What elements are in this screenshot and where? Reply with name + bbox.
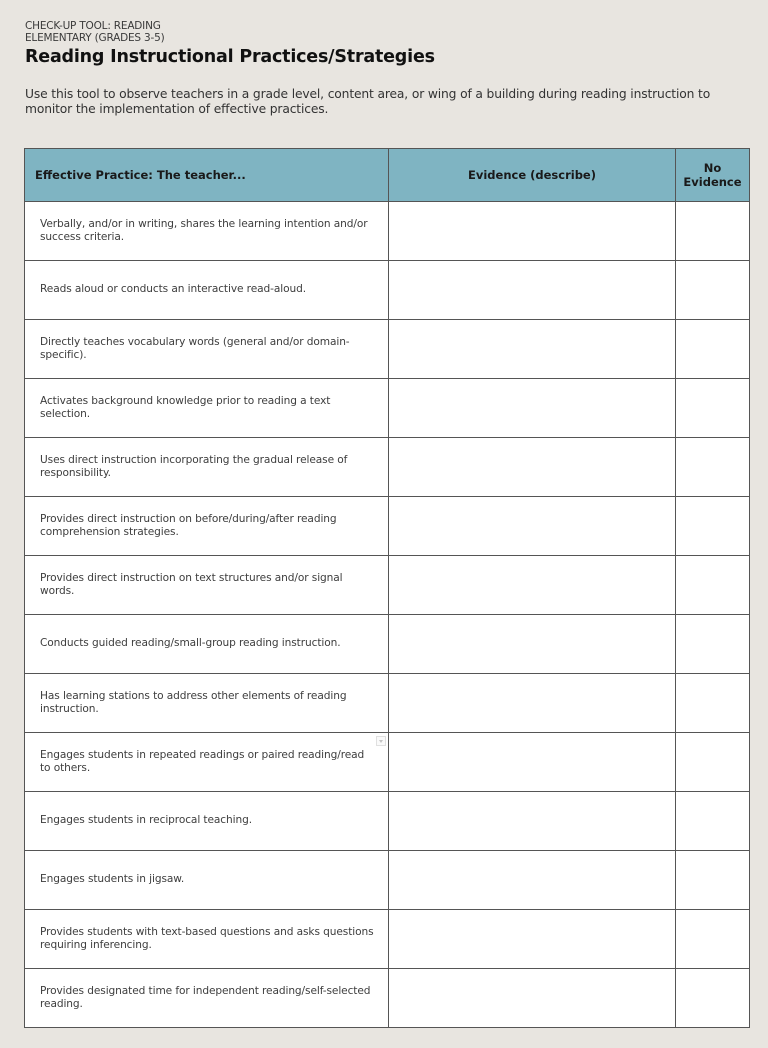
- no-evidence-cell[interactable]: [676, 438, 750, 497]
- no-evidence-cell[interactable]: [676, 497, 750, 556]
- table-row: [25, 379, 750, 438]
- table-row: [25, 556, 750, 615]
- practice-cell: [25, 733, 389, 792]
- evidence-input-cell[interactable]: [389, 910, 676, 969]
- no-evidence-cell[interactable]: [676, 615, 750, 674]
- table-header-row: [25, 149, 750, 202]
- evidence-input-cell[interactable]: [389, 379, 676, 438]
- practice-cell: Directly teaches vocabulary words (general and/or domain-specific).: [25, 320, 389, 379]
- practice-cell: Reads aloud or conducts an interactive read-aloud.: [25, 261, 389, 320]
- no-evidence-cell[interactable]: [676, 910, 750, 969]
- evidence-input-cell[interactable]: [389, 438, 676, 497]
- tool-label: CHECK-UP TOOL: READING: [25, 20, 161, 32]
- evidence-input-cell[interactable]: [389, 733, 676, 792]
- no-evidence-cell[interactable]: [676, 320, 750, 379]
- page-title: Reading Instructional Practices/Strategies: [25, 47, 435, 67]
- table-row: [25, 320, 750, 379]
- table-row: [25, 674, 750, 733]
- intro-paragraph: Use this tool to observe teachers in a grade level, content area, or wing of a building during reading instruction to monitor the implementation of effective practices.: [25, 87, 711, 116]
- practice-cell: Provides direct instruction on before/during/after reading comprehension strategies.: [25, 497, 389, 556]
- no-evidence-cell[interactable]: [676, 969, 750, 1028]
- table-row: [25, 969, 750, 1028]
- column-header-no-evidence: [676, 149, 750, 202]
- table-row: [25, 497, 750, 556]
- practice-cell: Activates background knowledge prior to reading a text selection.: [25, 379, 389, 438]
- table-row: [25, 910, 750, 969]
- table-row: [25, 261, 750, 320]
- no-evidence-cell[interactable]: [676, 202, 750, 261]
- practice-text: Engages students in repeated readings or paired reading/read to others.: [40, 748, 365, 774]
- no-evidence-cell[interactable]: [676, 674, 750, 733]
- column-header-no-evidence-line2: Evidence: [683, 175, 742, 189]
- no-evidence-cell[interactable]: [676, 379, 750, 438]
- evidence-input-cell[interactable]: [389, 261, 676, 320]
- practice-cell: Engages students in jigsaw.: [25, 851, 389, 910]
- table-row: [25, 438, 750, 497]
- column-header-no-evidence-line1: No: [703, 161, 722, 175]
- table-row: [25, 202, 750, 261]
- table-row: [25, 851, 750, 910]
- evidence-input-cell[interactable]: [389, 202, 676, 261]
- practice-cell: Provides direct instruction on text structures and/or signal words.: [25, 556, 389, 615]
- evidence-input-cell[interactable]: [389, 851, 676, 910]
- evidence-input-cell[interactable]: [389, 497, 676, 556]
- evidence-input-cell[interactable]: [389, 792, 676, 851]
- practices-table: [24, 148, 750, 1028]
- evidence-input-cell[interactable]: [389, 556, 676, 615]
- no-evidence-cell[interactable]: [676, 733, 750, 792]
- column-header-practice: Effective Practice: The teacher...: [25, 149, 389, 202]
- evidence-input-cell[interactable]: [389, 320, 676, 379]
- column-header-evidence: Evidence (describe): [389, 149, 676, 202]
- table-row: [25, 733, 750, 792]
- no-evidence-cell[interactable]: [676, 556, 750, 615]
- no-evidence-cell[interactable]: [676, 851, 750, 910]
- evidence-input-cell[interactable]: [389, 674, 676, 733]
- practice-cell: Verbally, and/or in writing, shares the learning intention and/or success criteria.: [25, 202, 389, 261]
- table-row: [25, 615, 750, 674]
- practice-cell: Conducts guided reading/small-group reading instruction.: [25, 615, 389, 674]
- grade-level-label: ELEMENTARY (GRADES 3-5): [25, 32, 165, 44]
- practice-cell: Engages students in reciprocal teaching.: [25, 792, 389, 851]
- table-row: [25, 792, 750, 851]
- evidence-input-cell[interactable]: [389, 615, 676, 674]
- evidence-input-cell[interactable]: [389, 969, 676, 1028]
- practice-cell: Provides designated time for independent reading/self-selected reading.: [25, 969, 389, 1028]
- no-evidence-cell[interactable]: [676, 261, 750, 320]
- practice-cell: Has learning stations to address other elements of reading instruction.: [25, 674, 389, 733]
- no-evidence-cell[interactable]: [676, 792, 750, 851]
- cell-dropdown-handle-icon[interactable]: [376, 736, 386, 746]
- practice-cell: Provides students with text-based questions and asks questions requiring inferencing.: [25, 910, 389, 969]
- practice-cell: Uses direct instruction incorporating the gradual release of responsibility.: [25, 438, 389, 497]
